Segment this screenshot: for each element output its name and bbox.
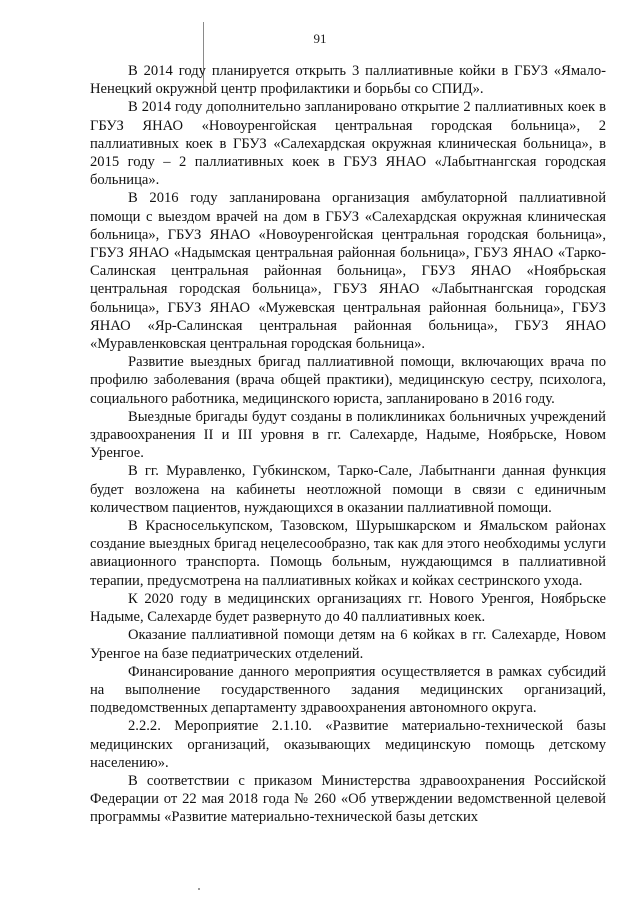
paragraph-measure-2-1-10: 2.2.2. Мероприятие 2.1.10. «Развитие материально-технической базы медицинских организаций, оказывающих медицинскую помощь детскому населению». xyxy=(90,718,606,771)
paragraph-remote-districts: В Красноселькупском, Тазовском, Шурышкарском и Ямальском районах создание выездных бригад нецелесообразно, так как для этого необходимы услуги авиационного транспорта. Помощь больным, нуждающимся в паллиативной терапии, предусмотрена на паллиативных койках и койках сестринского ухода. xyxy=(90,518,606,589)
paragraph-financing: Финансирование данного мероприятия осуществляется в рамках субсидий на выполнение государственного задания медицинских организаций, подведомственных департаменту здравоохранения автономного округа. xyxy=(90,663,606,717)
paragraph-palliative-2014: В 2014 году планируется открыть 3 паллиативные койки в ГБУЗ «Ямало-Ненецкий окружной центр профилактики и борьбы со СПИД». xyxy=(90,63,606,98)
paragraph-emergency-rooms: В гг. Муравленко, Губкинском, Тарко-Сале, Лабытнанги данная функция будет возложена на кабинеты неотложной помощи в связи с единичным количеством пациентов, нуждающихся в оказании паллиативной помощи. xyxy=(90,463,606,516)
paragraph-mobile-teams: Развитие выездных бригад паллиативной помощи, включающих врача по профилю заболевания (врача общей практики), медицинскую сестру, психолога, социального работника, медицинского юриста, запланировано в 2016 году. xyxy=(90,354,606,407)
paragraph-teams-locations: Выездные бригады будут созданы в поликлиниках больничных учреждений здравоохранения II и III уровня в гг. Салехарде, Надыме, Ноябрьске, Новом Уренгое. xyxy=(90,408,606,462)
paragraph-children-care: Оказание паллиативной помощи детям на 6 койках в гг. Салехарде, Новом Уренгое на базе педиатрических отделений. xyxy=(90,627,606,662)
paragraph-outpatient-2016: В 2016 году запланирована организация амбулаторной паллиативной помощи с выездом врачей на дом в ГБУЗ «Салехардская окружная клиническая больница», ГБУЗ ЯНАО «Новоуренгойская центральная городская больница», ГБУЗ ЯНАО «Надымская центральная районная больница», ГБУЗ ЯНАО «Тарко-Салинская центральная районная больница», ГБУЗ ЯНАО «Ноябрьская центральная городская больница», ГБУЗ ЯНАО «Лабытнангская городская больница», ГБУЗ ЯНАО «Мужевская центральная районная больница», ГБУЗ ЯНАО «Яр-Салинская центральная районная больница», ГБУЗ ЯНАО «Муравленковская центральная городская больница». xyxy=(90,190,606,353)
scan-artifact-dot xyxy=(198,888,200,890)
document-body xyxy=(90,62,606,827)
paragraph-2020-beds: К 2020 году в медицинских организациях гг. Нового Уренгоя, Ноябрьске Надыме, Салехарде будет развернуто до 40 паллиативных коек. xyxy=(90,590,606,626)
paragraph-additional-beds: В 2014 году дополнительно запланировано открытие 2 паллиативных коек в ГБУЗ ЯНАО «Новоуренгойская центральная городская больница», 2 паллиативных коек в ГБУЗ «Салехардская окружная клиническая больница», в 2015 году – 2 паллиативных коек в ГБУЗ ЯНАО «Лабытнангская городская больница». xyxy=(90,99,606,189)
page-number: 91 xyxy=(313,31,327,46)
paragraph-ministry-order: В соответствии с приказом Министерства здравоохранения Российской Федерации от 22 мая 2018 года № 260 «Об утверждении ведомственной целевой программы «Развитие материально-технической базы детских xyxy=(90,772,606,826)
